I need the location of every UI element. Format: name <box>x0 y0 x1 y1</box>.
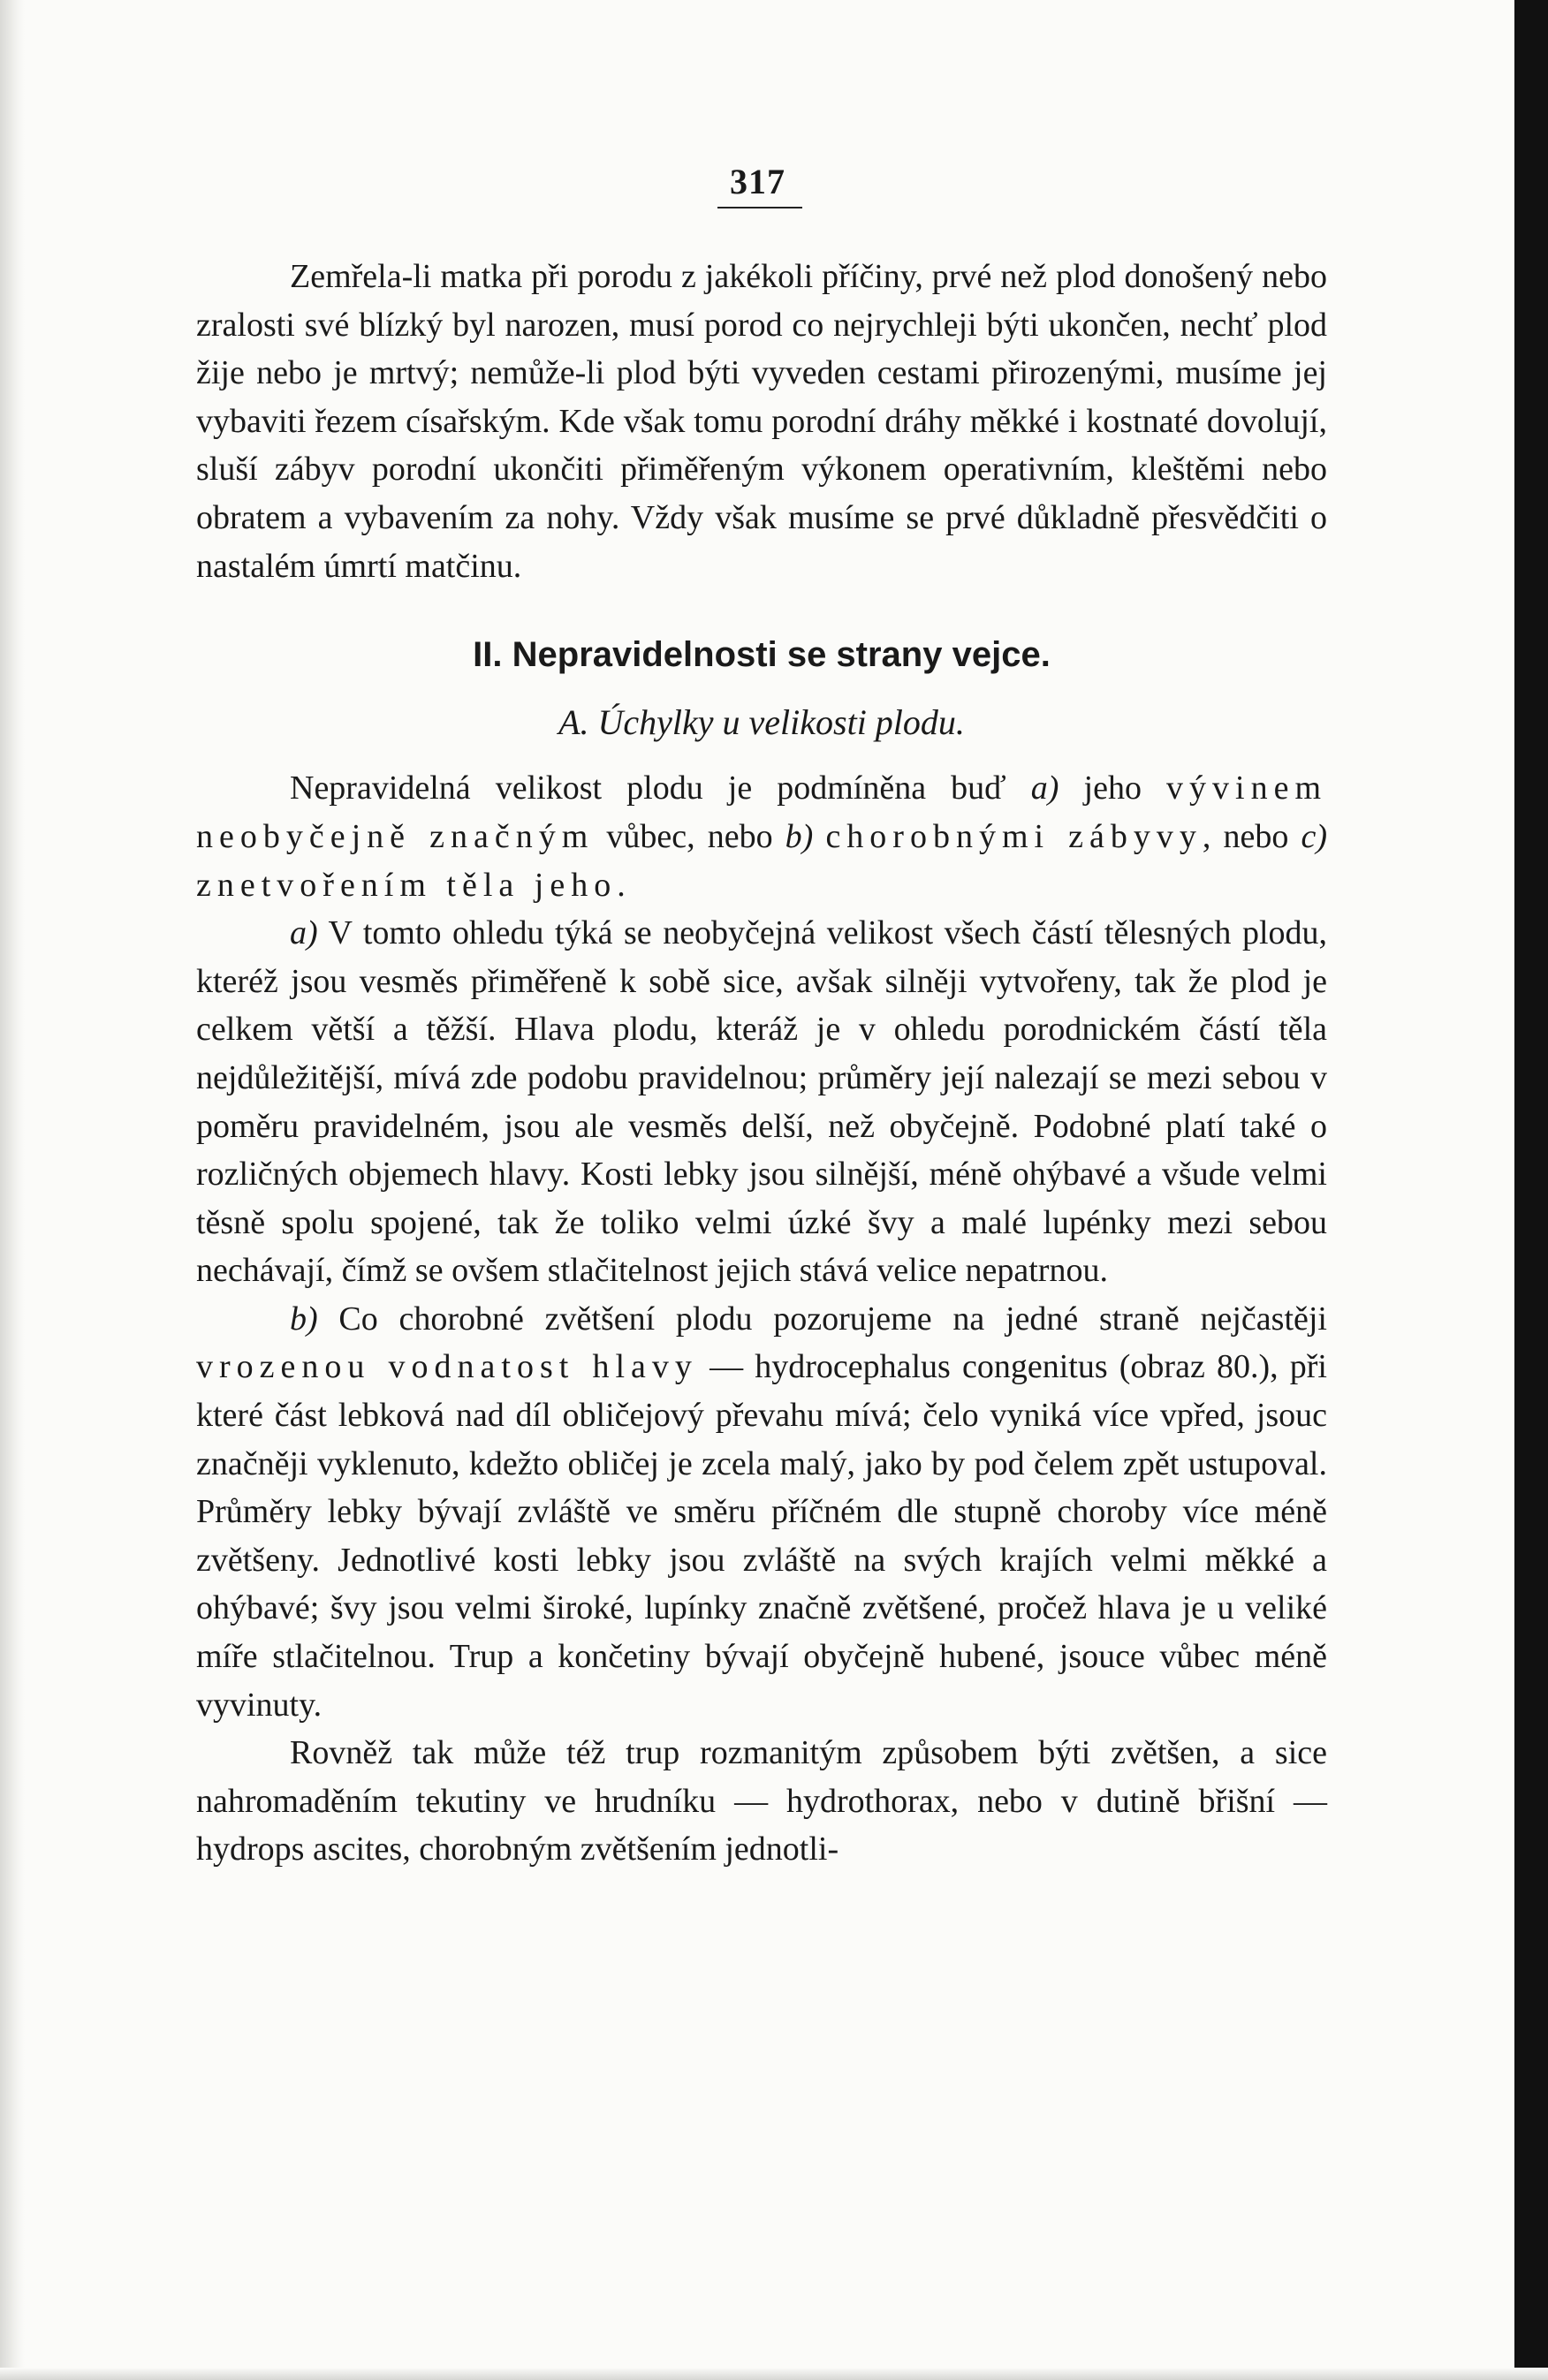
page-bottom-edge <box>0 2368 1548 2380</box>
emphasis-spaced: vrozenou vodnatost hlavy <box>196 1348 698 1386</box>
text-run: vůbec, nebo <box>594 817 785 855</box>
page-gutter-shadow <box>0 0 25 2380</box>
enum-marker: b) <box>290 1300 318 1338</box>
page-number: 317 <box>730 162 785 201</box>
emphasis-spaced: znetvořením těla jeho <box>196 866 618 904</box>
text-run: Nepravidelná velikost plodu je podmíněna buď <box>290 769 1031 807</box>
text-run: V tomto ohledu týká se neobyčejná velikost všech částí tělesných plodu, kteréž jsou vesměs přiměřeně k sobě sice, avšak silněji vytvořeny, tak že plod je celkem větší a těžší. Hlava plodu, kteráž je v ohledu porodnickém částí těla nejdůležitější, mívá zde podobu pravidelnou; průměry její nalezají se mezi sebou v poměru pravidelném, jsou ale vesměs delší, než obyčejně. Podobné platí také o rozličných objemech hlavy. Kosti lebky jsou silnější, méně ohýbavé a všude velmi těsně spolu spojené, tak že toliko velmi úzké švy a malé lupénky mezi sebou nechávají, čímž se ovšem stlačitelnost jejich stává velice nepatrnou. <box>196 914 1327 1290</box>
enum-marker: a) <box>290 914 318 952</box>
enum-marker: c) <box>1301 817 1327 855</box>
emphasis-spaced: vývinem neobyčejně značným <box>196 769 1327 855</box>
paragraph-hydrocephalus <box>196 1295 1327 1729</box>
text-run: , nebo <box>1202 817 1301 855</box>
paragraph-large-fetus <box>196 909 1327 1295</box>
paragraph-fetal-size <box>196 764 1327 909</box>
enum-marker: a) <box>1030 769 1059 807</box>
emphasis-spaced: chorobnými zábyvy <box>825 817 1203 855</box>
paragraph-trunk-enlargement: Rovněž tak může též trup rozmanitým způsobem býti zvětšen, a sice nahromaděním tekutiny ve hrudníku — hydrothorax, nebo v dutině břišní — hydrops ascites, chorobným zvětšením jednotli- <box>196 1734 1327 1868</box>
body-text <box>196 253 1327 1874</box>
page-number-underline <box>717 207 802 208</box>
text-run: Co chorobné zvětšení plodu pozorujeme na jedné straně nejčastěji <box>317 1300 1327 1338</box>
text-run: . <box>617 866 626 904</box>
text-run <box>813 818 825 855</box>
scan-border <box>1514 0 1548 2380</box>
text-run: — hydrocephalus congenitus (obraz 80.), při které část lebková nad díl obličejový převahu mívá; čelo vyniká více vpřed, jsouc značněji vyklenuto, kdežto obličej je zcela malý, jako by pod čelem zpět ustupoval. Průměry lebky bývají zvláště ve směru příčném dle stupně choroby více méně zvětšeny. Jednotlivé kosti lebky jsou zvláště na svých krajích velmi měkké a ohýbavé; švy jsou velmi široké, lupínky značně zvětšené, pročež hlava je u veliké míře stlačitelnou. Trup a končetiny bývají obyčejně hubené, jsouce vůbec méně vyvinuty. <box>196 1348 1327 1724</box>
section-heading: II. Nepravidelnosti se strany vejce. <box>473 635 1051 675</box>
text-run: jeho <box>1059 769 1167 807</box>
paragraph-maternal-death: Zemřela-li matka při porodu z jakékoli příčiny, prvé než plod donošený nebo zralosti své blízký byl narozen, musí porod co nejrychleji býti ukončen, nechť plod žije nebo je mrtvý; nemůže-li plod býti vyveden cestami přirozenými, musíme jej vybaviti řezem císařským. Kde však tomu porodní dráhy měkké i kostnaté dovolují, sluší zábyv porodní ukončiti přiměřeným výkonem operativním, kleštěmi nebo obratem a vybavením za nohy. Vždy však musíme se prvé důkladně přesvědčiti o nastalém úmrtí matčinu. <box>196 258 1327 585</box>
enum-marker: b) <box>785 817 814 855</box>
subsection-heading: A. Úchylky u velikosti plodu. <box>558 701 965 742</box>
